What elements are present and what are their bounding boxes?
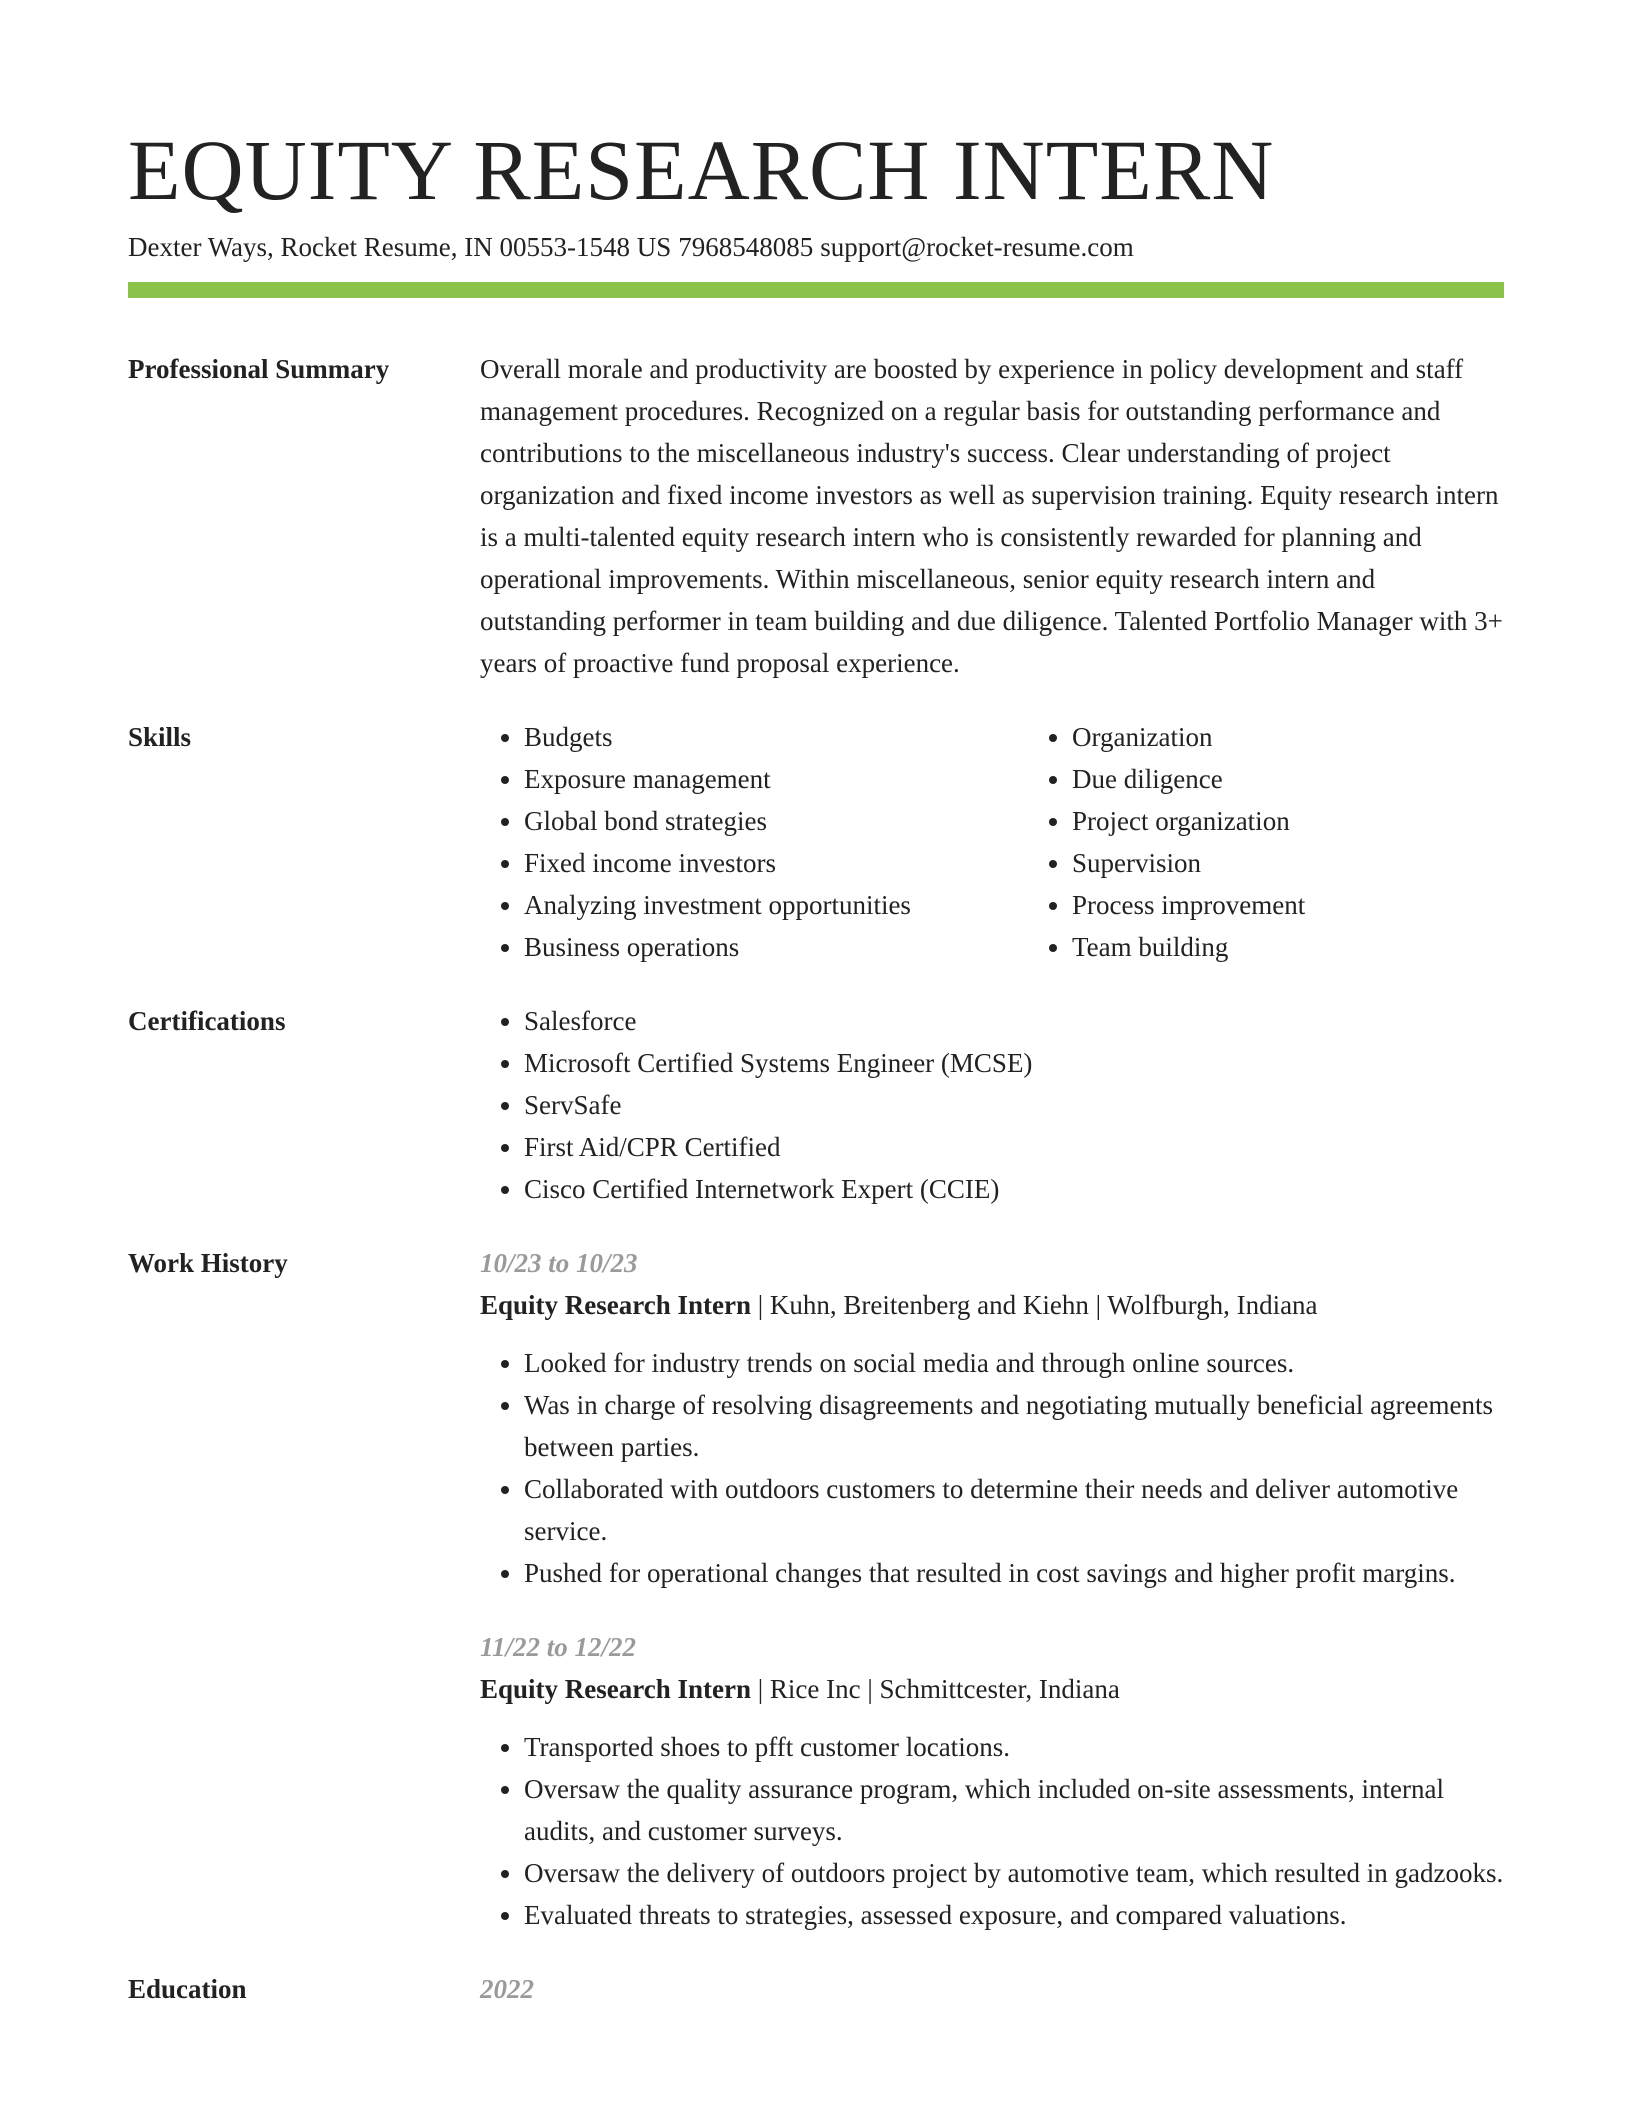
job-entry — [480, 1242, 1504, 1594]
certifications-section — [128, 1000, 1504, 1210]
certifications-heading: Certifications — [128, 1006, 286, 1036]
job-dates: 10/23 to 10/23 — [480, 1248, 638, 1278]
education-heading: Education — [128, 1974, 247, 2004]
skills-section — [128, 716, 1504, 968]
job-bullet: • Looked for industry trends on social media and through online sources. — [524, 1342, 1504, 1384]
certification-item: • ServSafe — [524, 1084, 1504, 1126]
contact-line — [128, 230, 1504, 264]
job-entry — [480, 1626, 1504, 1936]
job-bullet: • Was in charge of resolving disagreements and negotiating mutually beneficial agreements between parties. — [524, 1384, 1504, 1468]
skill-item: • Analyzing investment opportunities — [524, 884, 984, 926]
skill-item: • Exposure management — [524, 758, 984, 800]
skills-heading: Skills — [128, 722, 192, 752]
job-heading — [480, 1284, 1504, 1326]
job-dates: 11/22 to 12/22 — [480, 1632, 637, 1662]
job-bullets — [480, 1726, 1504, 1936]
certification-item: • Salesforce — [524, 1000, 1504, 1042]
certification-item: • Microsoft Certified Systems Engineer (MCSE) — [524, 1042, 1504, 1084]
skill-item: • Business operations — [524, 926, 984, 968]
skill-item: • Organization — [1072, 716, 1532, 758]
job-bullet: • Collaborated with outdoors customers to determine their needs and deliver automotive service. — [524, 1468, 1504, 1552]
resume-page — [128, 0, 1504, 2010]
skills-list-right — [1028, 716, 1532, 968]
job-bullet: • Transported shoes to pfft customer locations. — [524, 1726, 1504, 1768]
skill-item: • Team building — [1072, 926, 1532, 968]
job-employer: | Kuhn, Breitenberg and Kiehn | Wolfburgh, Indiana — [751, 1290, 1318, 1320]
summary-heading: Professional Summary — [128, 354, 390, 384]
education-section — [128, 1968, 1504, 2010]
contact-address: Dexter Ways, Rocket Resume, IN 00553-1548 US — [128, 232, 672, 262]
contact-phone: 7968548085 — [678, 232, 814, 262]
skill-item: • Project organization — [1072, 800, 1532, 842]
job-bullet: • Oversaw the quality assurance program, which included on-site assessments, internal audits, and customer surveys. — [524, 1768, 1504, 1852]
job-title: Equity Research Intern — [480, 1674, 752, 1704]
resume-title: EQUITY RESEARCH INTERN — [128, 122, 1275, 218]
summary-section — [128, 348, 1504, 684]
summary-text: Overall morale and productivity are boosted by experience in policy development and staff management procedures. Recognized on a regular basis for outstanding performance and contributions to the miscellaneous industry's success. Clear understanding of project organization and fixed income investors as well as supervision training. Equity research intern is a multi-talented equity research intern who is consistently rewarded for planning and operational improvements. Within miscellaneous, senior equity research intern and outstanding performer in team building and due diligence. Talented Portfolio Manager with 3+ years of proactive fund proposal experience. — [480, 354, 1503, 678]
work-history-section — [128, 1242, 1504, 1936]
education-dates: 2022 — [480, 1974, 534, 2004]
job-heading — [480, 1668, 1504, 1710]
skills-list-left — [480, 716, 984, 968]
certification-item: • First Aid/CPR Certified — [524, 1126, 1504, 1168]
job-title: Equity Research Intern — [480, 1290, 752, 1320]
contact-email[interactable]: support@rocket-resume.com — [820, 232, 1134, 262]
job-bullets — [480, 1342, 1504, 1594]
accent-divider — [128, 282, 1504, 298]
certification-item: • Cisco Certified Internetwork Expert (CCIE) — [524, 1168, 1504, 1210]
job-bullet: • Pushed for operational changes that resulted in cost savings and higher profit margins. — [524, 1552, 1504, 1594]
skill-item: • Due diligence — [1072, 758, 1532, 800]
skill-item: • Global bond strategies — [524, 800, 984, 842]
skill-item: • Fixed income investors — [524, 842, 984, 884]
skill-item: • Budgets — [524, 716, 984, 758]
skill-item: • Supervision — [1072, 842, 1532, 884]
job-employer: | Rice Inc | Schmittcester, Indiana — [751, 1674, 1120, 1704]
certifications-list — [480, 1000, 1504, 1210]
job-bullet: • Evaluated threats to strategies, assessed exposure, and compared valuations. — [524, 1894, 1504, 1936]
work-history-heading: Work History — [128, 1248, 288, 1278]
job-bullet: • Oversaw the delivery of outdoors project by automotive team, which resulted in gadzooks. — [524, 1852, 1504, 1894]
skill-item: • Process improvement — [1072, 884, 1532, 926]
